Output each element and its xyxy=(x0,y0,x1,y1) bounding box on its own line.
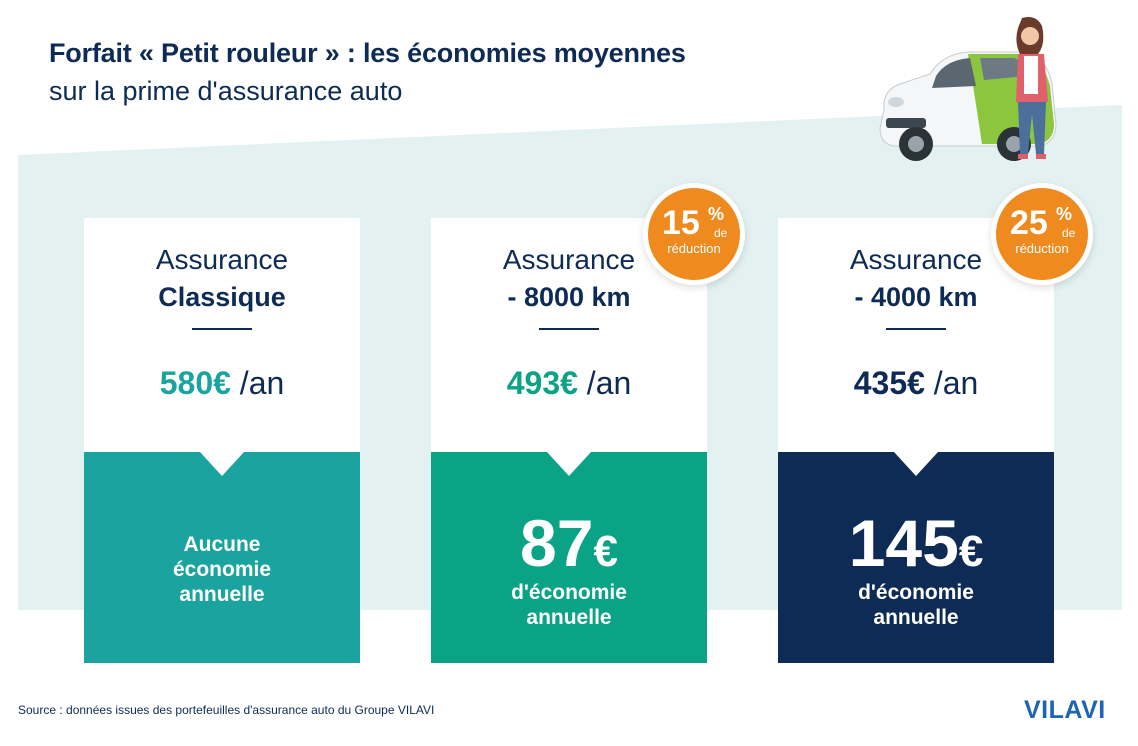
price xyxy=(431,365,707,402)
saving-line: Aucune xyxy=(183,533,261,556)
saving-line: économie xyxy=(172,558,272,581)
saving-amount-value: 145 xyxy=(848,506,959,580)
badge-de: de xyxy=(714,226,728,240)
saving-line: annuelle xyxy=(526,606,612,629)
page-subtitle: sur la prime d'assurance auto xyxy=(49,76,403,106)
discount-badge-25 xyxy=(996,188,1088,280)
discount-badge-15 xyxy=(648,188,740,280)
price xyxy=(778,365,1054,402)
saving-line: annuelle xyxy=(873,606,959,629)
badge-percent-sign: % xyxy=(708,204,725,224)
card-label-line1: Assurance xyxy=(155,244,289,275)
badge-de: de xyxy=(1062,226,1076,240)
card-label-line2: - 8000 km xyxy=(507,282,631,312)
price-value: 580€ xyxy=(159,365,231,401)
price-unit: /an xyxy=(230,365,285,401)
divider xyxy=(192,328,252,330)
vilavi-logo: VILAVI xyxy=(1024,696,1106,724)
badge-reduction: réduction xyxy=(1015,241,1069,256)
saving-amount-value: 87 xyxy=(520,506,594,580)
card-4000km xyxy=(778,218,1054,663)
page-title: Forfait « Petit rouleur » : les économies moyennes xyxy=(49,38,686,68)
saving-caption xyxy=(778,580,1054,630)
price-value: 493€ xyxy=(506,365,578,401)
saving-line: d'économie xyxy=(858,581,974,604)
price xyxy=(84,365,360,402)
saving-currency: € xyxy=(593,527,618,576)
card-8000km xyxy=(431,218,707,663)
saving-line: annuelle xyxy=(179,583,265,606)
saving-panel xyxy=(431,452,707,663)
badge-percent: 15 xyxy=(662,204,700,242)
saving-currency: € xyxy=(958,527,984,576)
card-top xyxy=(84,218,360,452)
notch xyxy=(547,452,591,476)
saving-line: d'économie xyxy=(511,581,627,604)
card-label-line1: Assurance xyxy=(502,244,636,275)
saving-amount xyxy=(431,506,707,580)
card-label-line2: - 4000 km xyxy=(854,282,978,312)
saving-amount xyxy=(778,506,1054,580)
saving-panel xyxy=(84,452,360,663)
saving-text xyxy=(84,532,360,607)
source-note: Source : données issues des portefeuilles d'assurance auto du Groupe VILAVI xyxy=(18,703,435,717)
card-label-line1: Assurance xyxy=(849,244,983,275)
price-unit: /an xyxy=(924,365,979,401)
notch xyxy=(894,452,938,476)
price-unit: /an xyxy=(577,365,632,401)
car-woman-illustration xyxy=(872,14,1068,166)
badge-percent-sign: % xyxy=(1056,204,1073,224)
divider xyxy=(886,328,946,330)
badge-reduction: réduction xyxy=(667,241,721,256)
price-value: 435€ xyxy=(853,365,925,401)
card-classique xyxy=(84,218,360,663)
card-label-line2: Classique xyxy=(158,282,286,312)
divider xyxy=(539,328,599,330)
badge-percent: 25 xyxy=(1010,204,1048,242)
notch xyxy=(200,452,244,476)
saving-caption xyxy=(431,580,707,630)
saving-panel xyxy=(778,452,1054,663)
